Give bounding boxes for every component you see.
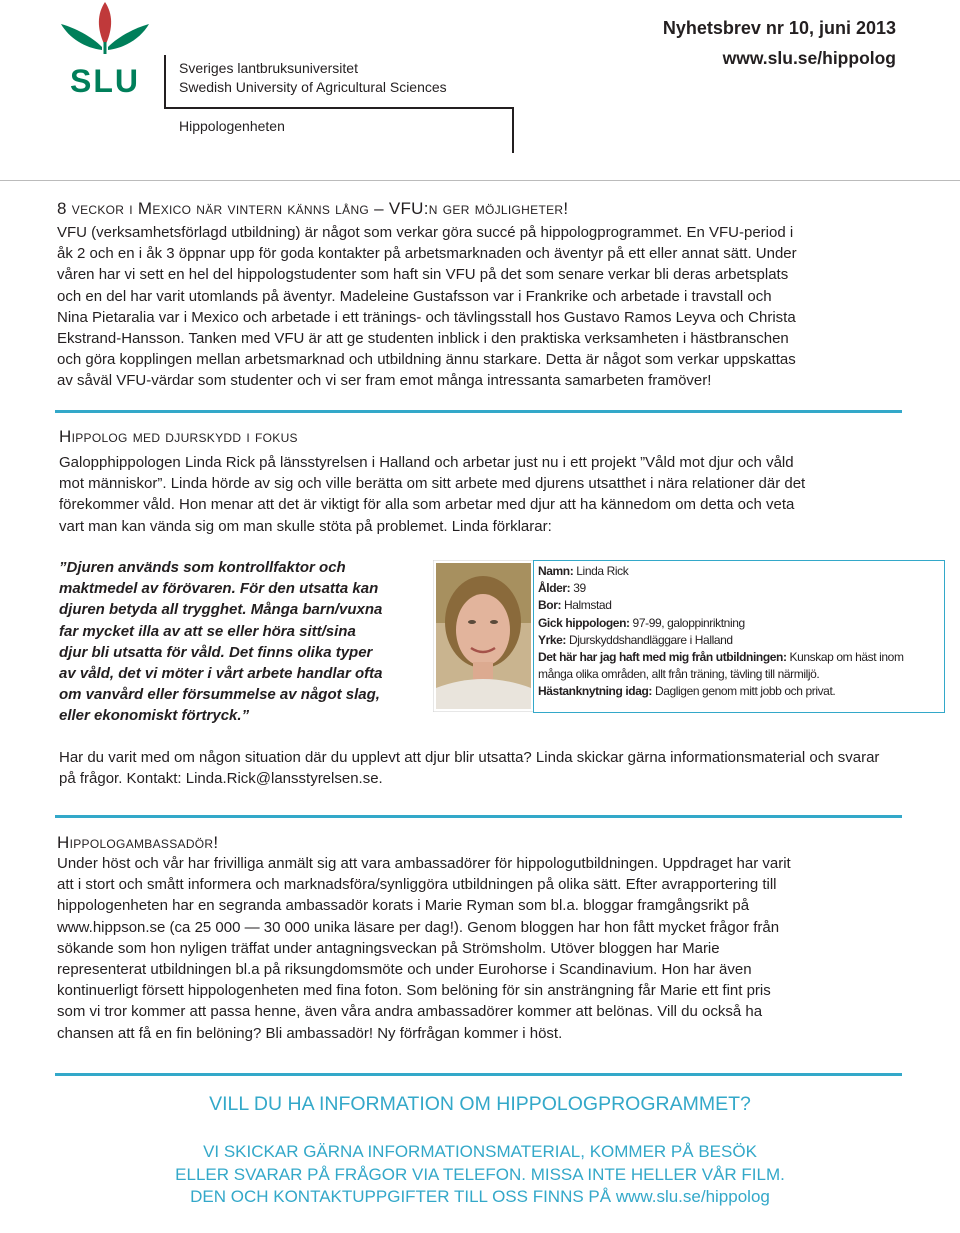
text-line: Nina Pietaralia var i Mexico och arbetade i ett tränings- och tävlingsstall hos Gustavo Ramos Leyva och Christa — [57, 308, 796, 326]
text-line: åk 2 och en i åk 3 öppnar upp för goda kontakter på arbetsmarknaden och äventyr på ett eller annat sätt. Under — [57, 245, 797, 263]
section-body — [59, 452, 899, 537]
section-divider — [55, 815, 902, 818]
cta-line: VI SKICKAR GÄRNA INFORMATIONSMATERIAL, KOMMER PÅ BESÖK — [203, 1142, 757, 1161]
text-line: vart man kan vända sig om man skulle stöta på problemet. Linda förklarar: — [59, 517, 552, 535]
portrait-photo — [433, 560, 534, 712]
info-row — [538, 615, 940, 632]
text-line: våren har vi sett en hel del hippologstudenter som haft sin VFU på det som senare verkar bli deras arbetsplats — [57, 266, 789, 284]
text-line: representerat utbildningen bl.a på riksungdomsmöte och under Eurohorse i Scandinavium. Hon har även — [57, 961, 752, 979]
quote-line: om vanvård eller försummelse av något slag, — [59, 686, 380, 704]
cta-text — [0, 1141, 960, 1209]
text-line: på frågor. Kontakt: Linda.Rick@lansstyrelsen.se. — [59, 770, 383, 788]
text-line: VFU (verksamhetsförlagd utbildning) är något som verkar göra succé på hippologprogrammet. En VFU-period i — [57, 224, 794, 241]
info-value: Halmstad — [564, 598, 612, 613]
cta-line: ELLER SVARAR PÅ FRÅGOR VIA TELEFON. MISSA INTE HELLER VÅR FILM. — [175, 1164, 785, 1184]
text-line: Galopphippologen Linda Rick på länsstyrelsen i Halland och arbetar just nu i ett projekt ”Våld mot djur och våld — [59, 454, 794, 471]
info-label: Hästanknytning idag: — [538, 684, 653, 699]
text-line: chansen att få en fin belöning? Bli ambassadör! Ny förfrågan kommer i höst. — [57, 1024, 563, 1042]
quote-line: djuren betyda all trygghet. Många barn/vuxna — [59, 601, 383, 619]
section-divider — [55, 410, 902, 413]
text-line: Har du varit med om någon situation där du upplevt att djur blir utsatta? Linda skickar gärna informationsmaterial och svarar — [59, 749, 880, 766]
section-body — [57, 853, 892, 1044]
text-line: mot människor”. Linda hörde av sig och ville berätta om sitt arbete med djurens utsatthet i nära relationer där det — [59, 475, 806, 493]
section-heading: Hippolog med djurskydd i fokus — [59, 427, 298, 446]
text-line: och en del har varit utomlands på äventyr. Madeleine Gustafsson var i Frankrike och arbetade i travstall och — [57, 287, 772, 305]
info-label: Gick hippologen: — [538, 615, 630, 630]
info-value: 39 — [573, 581, 586, 596]
info-label: Det här har jag haft med mig från utbildningen: — [538, 650, 787, 665]
newsletter-title: Nyhetsbrev nr 10, juni 2013 — [662, 18, 896, 38]
text-line: Under höst och vår har frivilliga anmält sig att vara ambassadörer för hippologutbildningen. Uppdraget har varit — [57, 855, 791, 872]
text-line: som vi tror kommer att passa henne, även våra andra ambassadörer kommer att belönas. Vill du också ha — [57, 1003, 763, 1021]
text-line: www.hippson.se (ca 25 000 — 30 000 unika läsare per dag!). Genom bloggen har hon fått mycket frågor från — [57, 918, 780, 936]
info-label: Yrke: — [538, 632, 567, 647]
info-value: Linda Rick — [576, 564, 629, 578]
section-divider — [55, 1073, 902, 1076]
info-value: Kunskap om häst inom många olika områden, allt från träning, tävling till närmiljö. — [538, 650, 904, 682]
text-line: att i stort och smått informera och marknadsföra/synliggöra utbildningen på olika sätt. Efter avrapportering till — [57, 876, 777, 894]
quote-line: maktmedel av förövaren. För den utsatta kan — [59, 580, 379, 598]
section-heading: Hippologambassadör! — [57, 833, 219, 852]
section-body — [57, 222, 897, 392]
profile-info-box — [533, 560, 945, 713]
info-label: Bor: — [538, 598, 562, 613]
header-rule — [164, 107, 513, 109]
university-name-sv: Sveriges lantbruksuniversitet — [179, 60, 358, 76]
quote-line: av våld, det vi möter i vårt arbete handlar ofta — [59, 665, 383, 683]
slu-logo-mark-icon — [55, 0, 155, 100]
text-line: Ekstrand-Hansson. Tanken med VFU är att ge studenten inblick i den praktiska verksamheten i hästbranschen — [57, 330, 789, 348]
quote-line: eller ekonomiskt förtryck.” — [59, 707, 250, 725]
top-rule — [0, 180, 960, 181]
text-line: hippologenheten har en segranda ambassadör korats i Marie Ryman som bl.a. bloggar framgångsrikt på — [57, 897, 750, 915]
header-divider — [164, 55, 166, 107]
quote-line: ”Djuren används som kontrollfaktor och — [59, 559, 346, 576]
info-row — [538, 632, 940, 649]
text-line: av såväl VFU-värdar som studenter och vi ser fram emot många intressanta samarbeten framöver! — [57, 372, 712, 390]
header-divider — [512, 107, 514, 153]
info-row — [538, 597, 940, 614]
info-row — [538, 683, 940, 700]
contact-paragraph — [59, 747, 904, 789]
info-value: Djurskyddshandläggare i Halland — [568, 632, 733, 647]
header-url-link[interactable]: www.slu.se/hippolog — [722, 48, 896, 68]
cta-line: DEN OCH KONTAKTUPPGIFTER TILL OSS FINNS PÅ www.slu.se/hippolog — [190, 1187, 770, 1206]
text-line: kontinuerligt försett hippologenheten med fina foton. Som belöning för sin ansträngning får Marie ett fint pris — [57, 982, 771, 1000]
portrait-image-icon — [433, 560, 534, 712]
department-name: Hippologenheten — [179, 118, 285, 134]
text-line: sökande som hon nyligen träffat under antagningsveckan på Strömsholm. Utöver bloggen har Marie — [57, 939, 720, 957]
info-row — [538, 563, 940, 580]
info-label: Namn: — [538, 564, 574, 578]
info-value: 97-99, galoppinriktning — [632, 615, 745, 630]
info-value: Dagligen genom mitt jobb och privat. — [654, 684, 836, 699]
info-label: Ålder: — [538, 581, 571, 596]
text-line: förekommer våld. Hon menar att det är viktigt för alla som arbetar med djur att ha kännedom om detta och veta — [59, 496, 795, 514]
section-heading: 8 veckor i Mexico när vintern känns lång – VFU:n ger möjligheter! — [57, 199, 569, 218]
quote-line: djur bli utsatta för våld. Det finns olika typer — [59, 643, 373, 661]
slu-logo — [55, 0, 155, 100]
text-line: och göra kopplingen mellan arbetsmarknad och utbildning ännu starkare. Detta är något som verkar uppskattas — [57, 351, 796, 369]
quote-line: far mycket illa av att se eller höra sitt/sina — [59, 622, 356, 640]
info-row — [538, 580, 940, 597]
slu-logo-text: SLU — [70, 63, 140, 99]
university-name-en: Swedish University of Agricultural Sciences — [179, 79, 447, 95]
info-row — [538, 649, 940, 683]
pull-quote — [59, 557, 429, 727]
cta-title: VILL DU HA INFORMATION OM HIPPOLOGPROGRAMMET? — [209, 1093, 751, 1115]
